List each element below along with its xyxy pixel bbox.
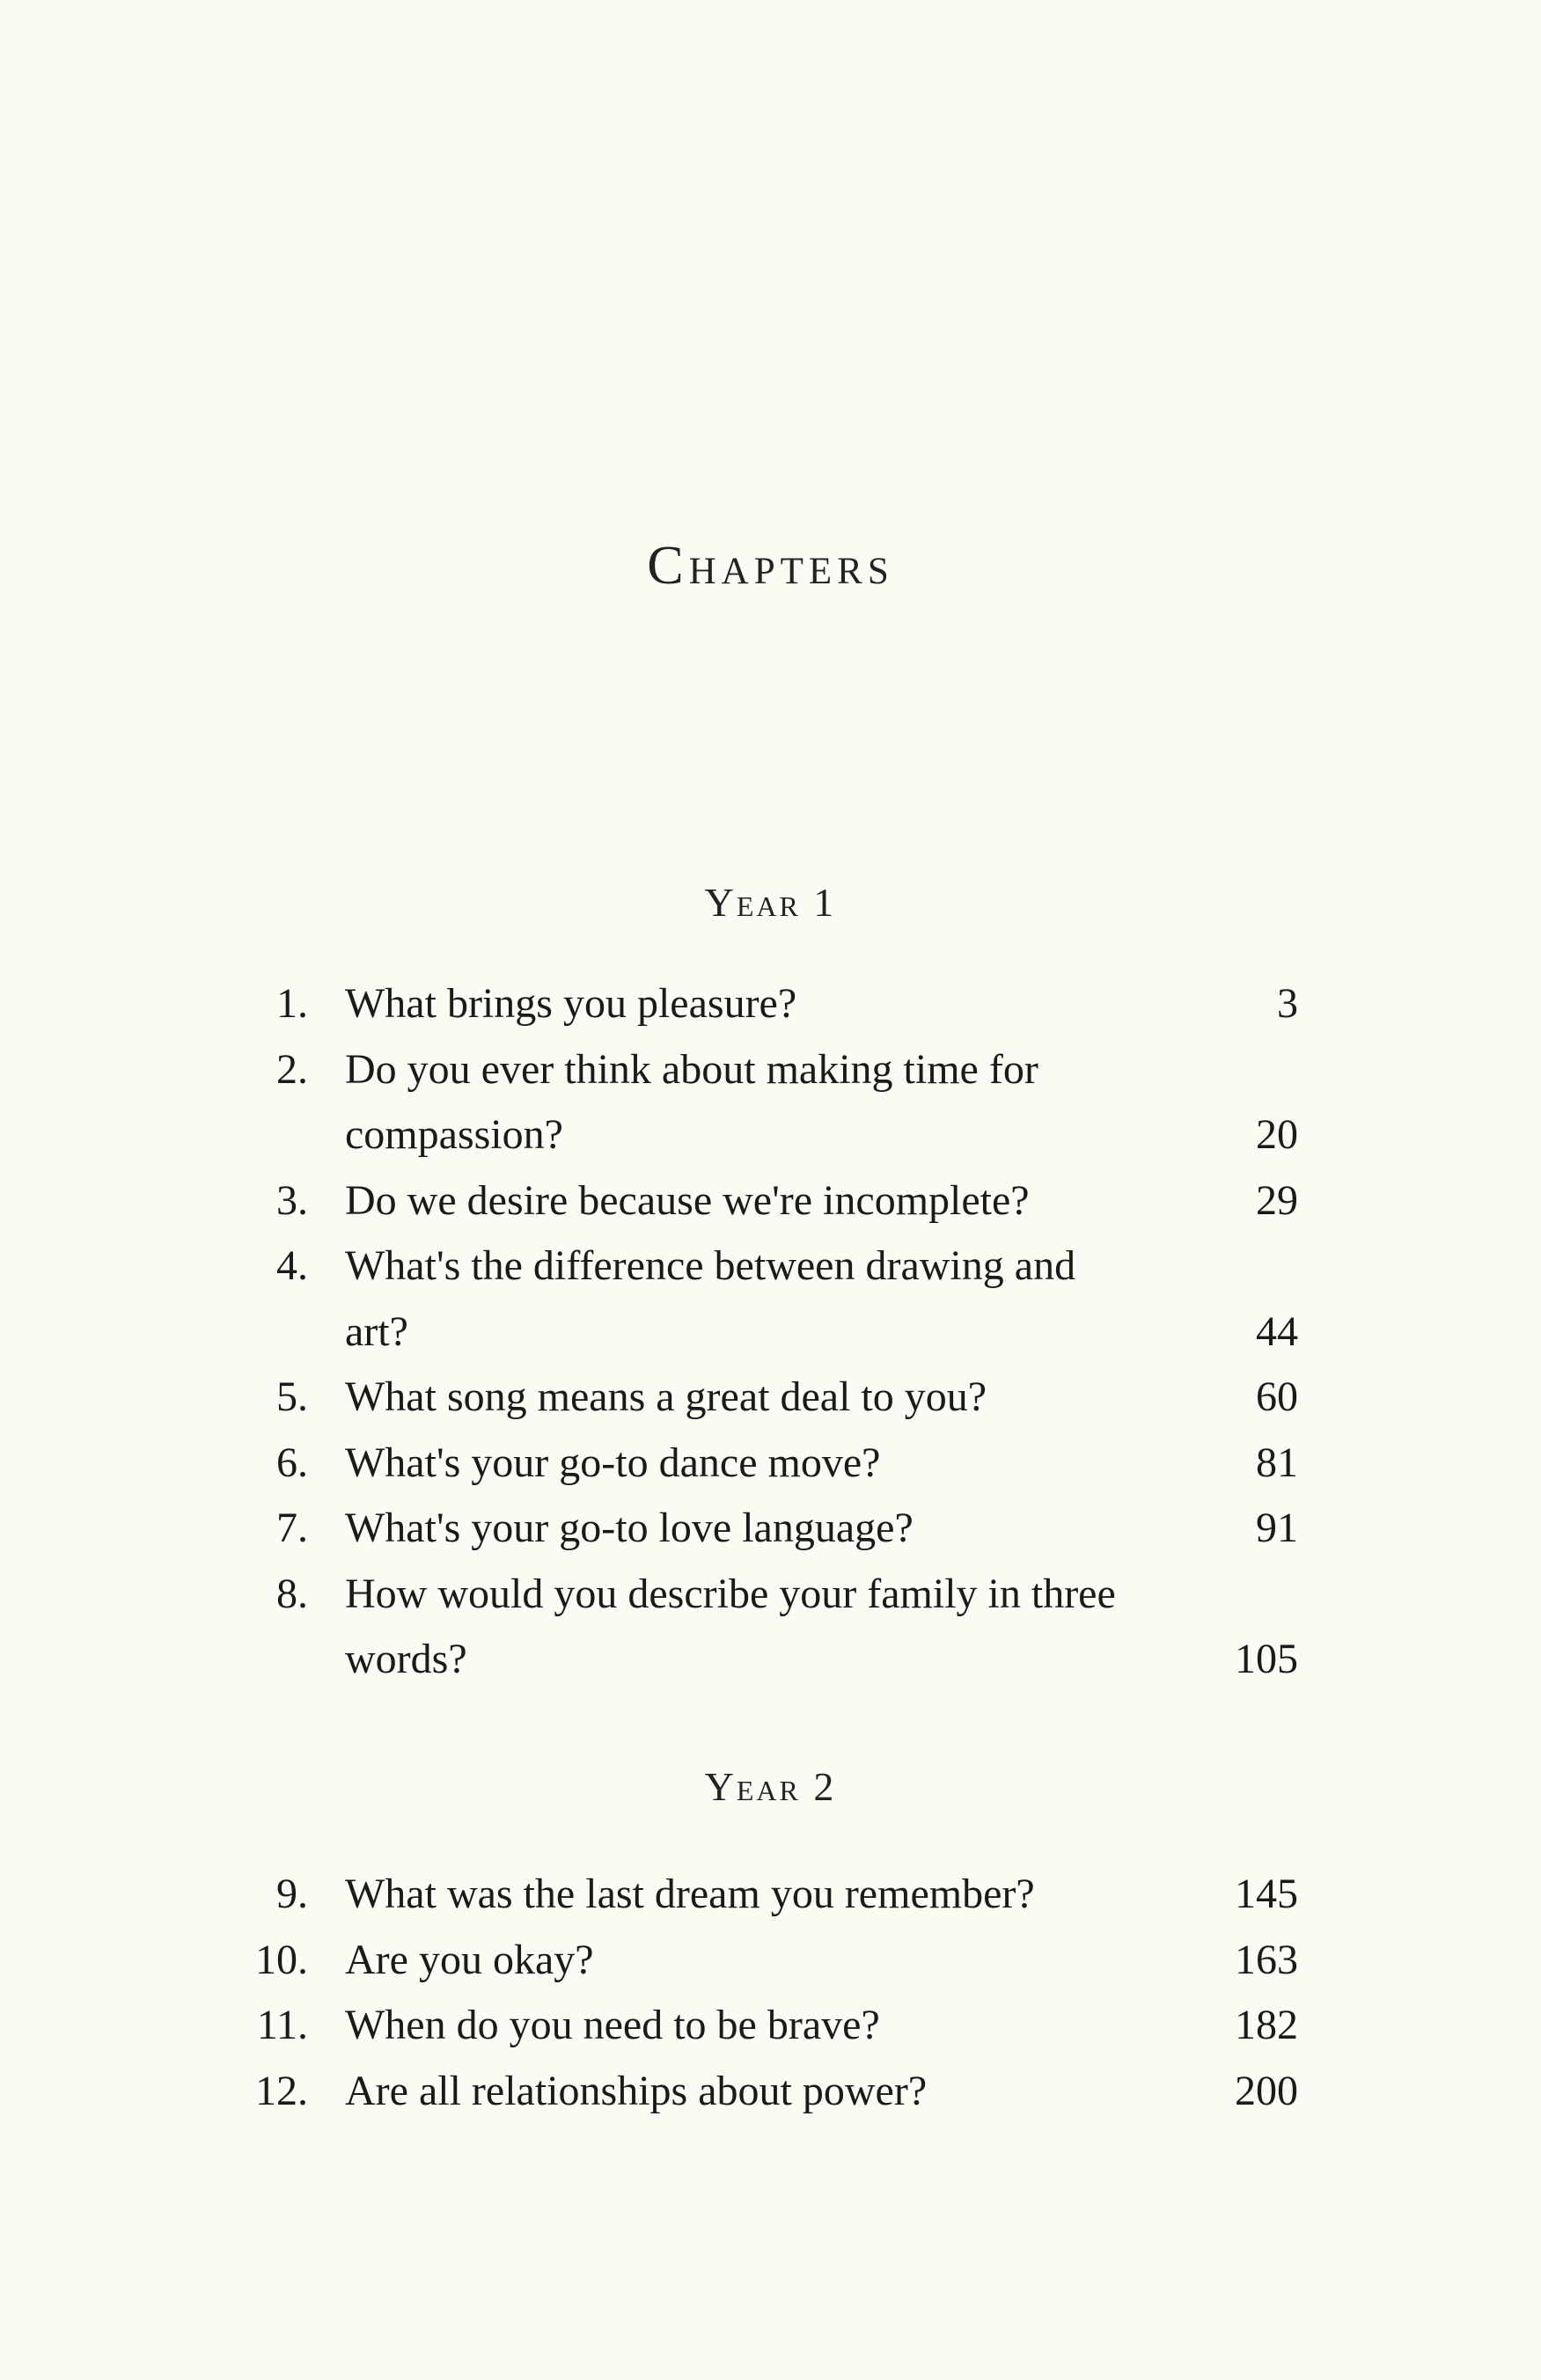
chapter-page: 29 [1256, 1176, 1298, 1224]
chapter-number: 12. [255, 2067, 308, 2114]
chapter-number: 7. [276, 1505, 308, 1551]
toc-entry [238, 1037, 1298, 1168]
toc-entry [238, 1993, 1298, 2059]
chapter-title: What song means a great deal to you? [345, 1373, 987, 1420]
chapter-page: 60 [1256, 1373, 1298, 1420]
chapter-number: 1. [276, 980, 308, 1027]
chapter-title: What brings you pleasure? [345, 980, 797, 1027]
chapter-title: What's your go-to love language? [345, 1505, 914, 1551]
toc-entry [238, 1928, 1298, 1994]
toc-entry [238, 1862, 1298, 1928]
chapter-title: Do we desire because we're incomplete? [345, 1176, 1030, 1224]
toc-entry [238, 2059, 1298, 2125]
chapter-number: 9. [276, 1871, 308, 1917]
chapter-title: Are all relationships about power? [345, 2067, 928, 2114]
page-title: Chapters [647, 536, 894, 596]
chapter-page: 145 [1235, 1871, 1298, 1917]
section-heading-year-1: Year 1 [704, 880, 837, 925]
chapter-page: 182 [1235, 2002, 1298, 2048]
section-heading-year-2: Year 2 [704, 1764, 837, 1809]
toc-entry [238, 1365, 1298, 1431]
chapter-number: 5. [276, 1373, 308, 1420]
chapter-page: 163 [1235, 1936, 1298, 1983]
chapter-number: 3. [276, 1176, 308, 1224]
toc-entry [238, 1562, 1298, 1693]
chapter-page: 44 [1256, 1307, 1298, 1355]
chapter-number: 6. [276, 1439, 308, 1486]
chapter-title: What was the last dream you remember? [345, 1871, 1035, 1917]
chapter-page: 20 [1256, 1111, 1298, 1158]
chapter-title: Are you okay? [345, 1936, 594, 1983]
toc-entry [238, 1431, 1298, 1497]
toc-entry [238, 1496, 1298, 1562]
chapter-page: 81 [1256, 1439, 1298, 1486]
toc-entry [238, 971, 1298, 1037]
chapter-title: When do you need to be brave? [345, 2002, 880, 2048]
chapter-title: How would you describe your family in three words? [345, 1570, 1116, 1682]
chapter-title: Do you ever think about making time for compassion? [345, 1045, 1038, 1158]
chapter-number: 4. [276, 1242, 308, 1289]
chapter-title: What's the difference between drawing and art? [345, 1242, 1076, 1355]
chapter-number: 10. [255, 1936, 308, 1983]
chapter-page: 3 [1277, 980, 1298, 1027]
chapter-page: 91 [1256, 1505, 1298, 1551]
toc-entry [238, 1234, 1298, 1365]
chapter-title: What's your go-to dance move? [345, 1439, 881, 1486]
chapter-page: 200 [1235, 2067, 1298, 2114]
toc-list-year-2 [238, 1862, 1298, 2124]
chapter-page: 105 [1235, 1636, 1298, 1682]
chapter-number: 8. [276, 1570, 308, 1617]
toc-entry [238, 1168, 1298, 1234]
toc-list-year-1 [238, 971, 1298, 1693]
chapter-number: 11. [256, 2002, 308, 2048]
chapter-number: 2. [276, 1045, 308, 1093]
